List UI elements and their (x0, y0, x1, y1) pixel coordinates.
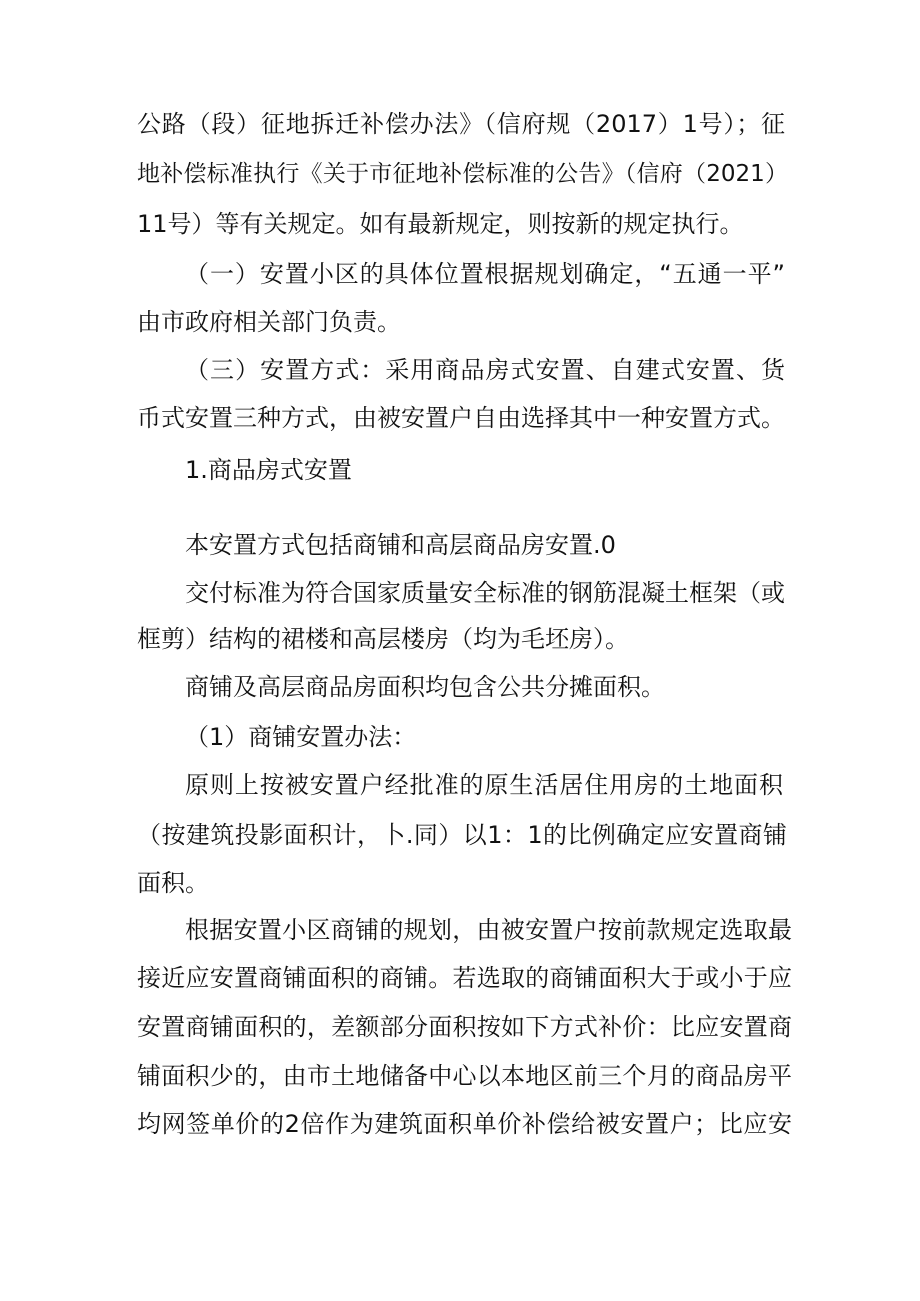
text-line: 由市政府相关部门负责。 (137, 308, 401, 336)
text-line: 均网签单价的2倍作为建筑面积单价补偿给被安置户；比应安 (137, 1110, 792, 1138)
text-line: 币式安置三种方式，由被安置户自由选择其中一种安置方式。 (137, 404, 785, 432)
text-line: 11号）等有关规定。如有最新规定，则按新的规定执行。 (137, 210, 744, 238)
text-line: 原则上按被安置户经批准的原生活居住用房的土地面积 (185, 771, 783, 799)
text-line: 框剪）结构的裙楼和高层楼房（均为毛坯房）。 (137, 625, 629, 653)
text-line: 安置商铺面积的，差额部分面积按如下方式补价：比应安置商 (137, 1013, 792, 1041)
text-line: （一）安置小区的具体位置根据规划确定，“五通一平” (185, 260, 785, 288)
text-line: 面积。 (137, 869, 209, 897)
subsection-heading: （1）商铺安置办法： (185, 723, 417, 751)
text-line: 地补偿标准执行《关于市征地补偿标准的公告》（信府（2021） (137, 161, 788, 187)
text-line: 本安置方式包括商铺和高层商品房安置.0 (185, 531, 616, 559)
section-heading: 1.商品房式安置 (185, 456, 352, 484)
text-line: 商铺及高层商品房面积均包含公共分摊面积。 (185, 673, 665, 701)
text-line: 交付标准为符合国家质量安全标准的钢筋混凝土框架（或 (185, 579, 785, 607)
text-line: （三）安置方式：采用商品房式安置、自建式安置、货 (185, 356, 785, 384)
text-line: 公路（段）征地拆迁补偿办法》（信府规（2017）1号）；征 (137, 110, 785, 138)
text-line: 根据安置小区商铺的规划，由被安置户按前款规定选取最 (185, 916, 792, 944)
text-line: 接近应安置商铺面积的商铺。若选取的商铺面积大于或小于应 (137, 964, 792, 992)
text-line: 铺面积少的，由市土地储备中心以本地区前三个月的商品房平 (137, 1062, 792, 1090)
text-line: （按建筑投影面积计，卜.同）以1：1的比例确定应安置商铺 (137, 821, 787, 849)
